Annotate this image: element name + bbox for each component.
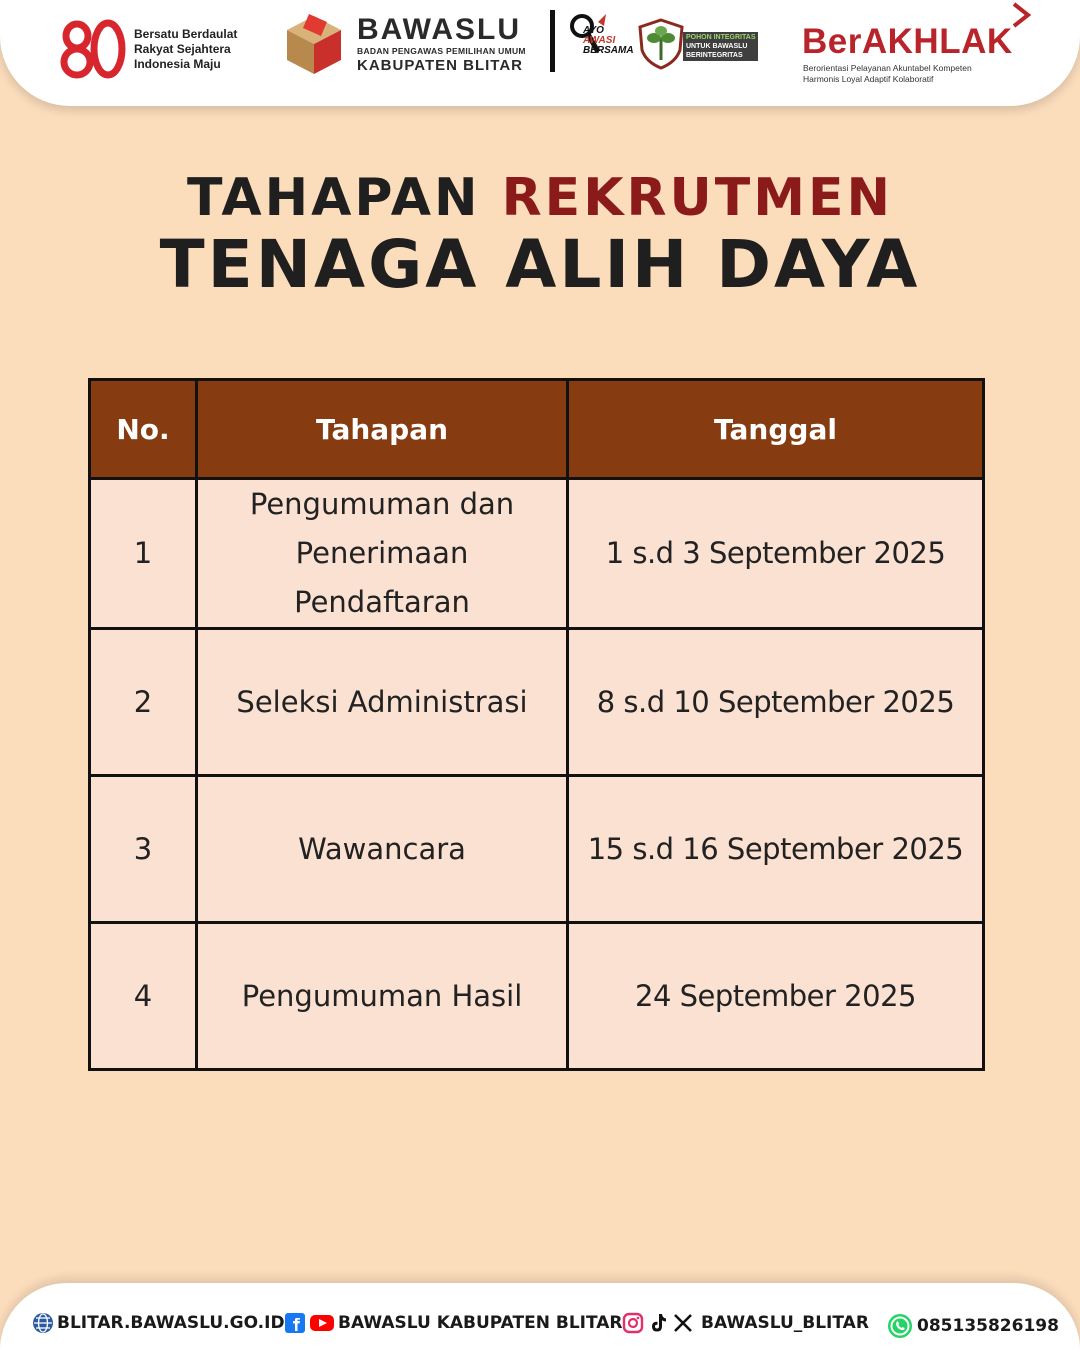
page-title-line1 (0, 168, 1080, 228)
org-subtitle: BADAN PENGAWAS PEMILIHAN UMUM (357, 46, 526, 56)
row-date: 8 s.d 10 September 2025 (568, 629, 984, 776)
tiktok-icon (647, 1312, 669, 1334)
whatsapp-icon (886, 1312, 914, 1340)
title-text: TAHAPAN (186, 168, 502, 228)
tagline-line: Rakyat Sejahtera (134, 42, 231, 56)
row-date: 24 September 2025 (568, 923, 984, 1070)
awasi-word: AWASI (583, 35, 616, 46)
column-header-no: No. (90, 380, 197, 479)
berakhlak-line: Berorientasi Pelayanan Akuntabel Kompeten (803, 63, 972, 73)
row-number: 2 (90, 629, 197, 776)
globe-icon (32, 1312, 54, 1334)
row-date: 1 s.d 3 September 2025 (568, 479, 984, 629)
row-number: 4 (90, 923, 197, 1070)
pohon-integritas-shield-icon (636, 18, 686, 70)
row-number: 1 (90, 479, 197, 629)
anniversary-80-logo (58, 18, 128, 80)
row-stage: Pengumuman dan Penerimaan Pendaftaran (197, 479, 568, 629)
table-row (90, 629, 984, 776)
footer-website-link[interactable] (32, 1312, 285, 1334)
pohon-integritas-text (683, 32, 758, 61)
table-row (90, 923, 984, 1070)
row-stage: Seleksi Administrasi (197, 629, 568, 776)
schedule-table (88, 378, 985, 1071)
pohon-line: UNTUK BAWASLU (686, 43, 748, 50)
bawaslu-wordmark (357, 14, 526, 75)
table-row (90, 479, 984, 629)
berakhlak-line: Harmonis Loyal Adaptif Kolaboratif (803, 74, 934, 84)
org-name: BAWASLU (357, 13, 521, 46)
pohon-line: POHON INTEGRITAS (686, 34, 756, 41)
column-header-tahapan: Tahapan (197, 380, 568, 479)
page-title-line2: TENAGA ALIH DAYA (159, 226, 921, 303)
chevron-right-icon (1010, 2, 1032, 28)
website-text: BLITAR.BAWASLU.GO.ID (57, 1313, 285, 1333)
row-stage: Pengumuman Hasil (197, 923, 568, 1070)
instagram-icon (622, 1312, 644, 1334)
x-icon (672, 1312, 694, 1334)
row-date: 15 s.d 16 September 2025 (568, 776, 984, 923)
facebook-icon (284, 1312, 306, 1334)
footer-whatsapp-link[interactable] (886, 1312, 1059, 1340)
header-divider (550, 10, 555, 72)
table-row (90, 776, 984, 923)
ayo-awasi-text (583, 26, 634, 56)
anniversary-tagline (134, 27, 237, 72)
social-handle-text: BAWASLU_BLITAR (701, 1313, 869, 1333)
org-region: KABUPATEN BLITAR (357, 57, 523, 74)
berakhlak-logo: BerAKHLAK (802, 22, 1013, 61)
bawaslu-ballot-box-logo (283, 12, 345, 76)
row-stage: Wawancara (197, 776, 568, 923)
footer-social-link[interactable] (622, 1312, 869, 1334)
youtube-text: BAWASLU KABUPATEN BLITAR (338, 1313, 623, 1333)
youtube-icon (309, 1312, 335, 1334)
tagline-line: Bersatu Berdaulat (134, 27, 238, 41)
berakhlak-values (803, 63, 972, 85)
table-header-row (90, 380, 984, 479)
footer-youtube-link[interactable] (284, 1312, 623, 1334)
title-accent-text: REKRUTMEN (501, 168, 894, 228)
ayo-word: AYO (583, 25, 604, 36)
whatsapp-number: 085135826198 (917, 1316, 1059, 1336)
tagline-line: Indonesia Maju (134, 57, 221, 71)
row-number: 3 (90, 776, 197, 923)
bersama-word: BERSAMA (583, 45, 634, 56)
pohon-line: BERINTEGRITAS (686, 52, 743, 59)
column-header-tanggal: Tanggal (568, 380, 984, 479)
